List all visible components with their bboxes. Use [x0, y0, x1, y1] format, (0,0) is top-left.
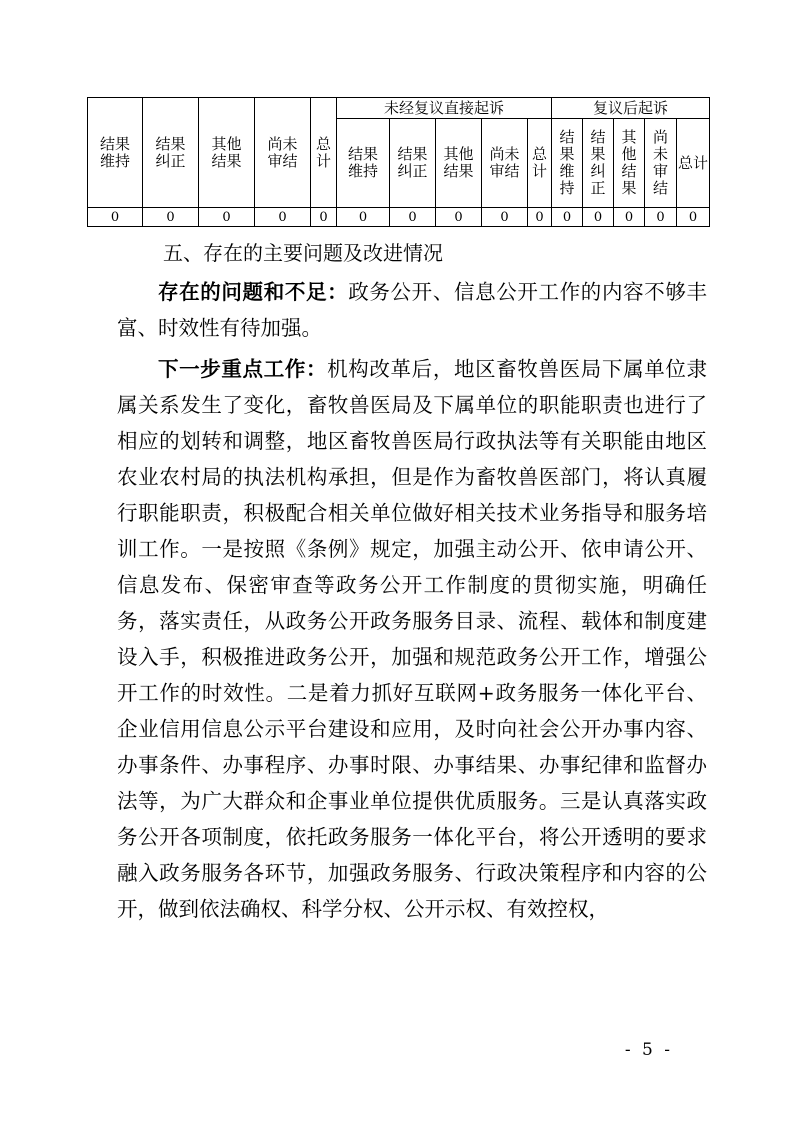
problems-paragraph: [117, 274, 707, 346]
column-header-label: 总计: [316, 134, 332, 170]
column-header: [311, 98, 337, 208]
table-cell: 0: [337, 208, 390, 227]
table-cell: 0: [583, 208, 614, 227]
column-header-label: 总计: [532, 145, 548, 180]
next-steps-text: 机构改革后，地区畜牧兽医局下属单位隶属关系发生了变化，畜牧兽医局及下属单位的职能职责也进行了相应的划转和调整，地区畜牧兽医局行政执法等有关职能由地区农业农村局的执法机构承担，但是作为畜牧兽医部门，将认真履行职能职责，积极配合相关单位做好相关技术业务指导和服务培训工作。一是按照《条例》规定，加强主动公开、依申请公开、信息发布、保密审查等政务公开工作制度的贯彻实施，明确任务，落实责任，从政务公开政务服务目录、流程、载体和制度建设入手，积极推进政务公开，加强和规范政务公开工作，增强公开工作的时效性。二是着力抓好互联网+政务服务一体化平台、企业信用信息公示平台建设和应用，及时向社会公开办事内容、办事条件、办事程序、办事时限、办事结果、办事纪律和监督办法等，为广大群众和企事业单位提供优质服务。三是认真落实政务公开各项制度，依托政务服务一体化平台，将公开透明的要求融入政务服务各环节，加强政务服务、行政决策程序和内容的公开，做到依法确权、科学分权、公开示权、有效控权，: [117, 357, 708, 921]
column-header: [337, 119, 390, 208]
column-header: [143, 98, 199, 208]
column-header: [482, 119, 528, 208]
column-header-label: 结果纠正: [590, 128, 606, 197]
column-header-label: 结果维持: [347, 145, 378, 180]
column-header-label: 尚未审结: [653, 128, 669, 197]
column-header-label: 结果维持: [99, 134, 130, 170]
header-row-groups: [88, 98, 710, 119]
table-cell: 0: [436, 208, 482, 227]
table-cell: 0: [614, 208, 645, 227]
column-header-label: 其他结果: [443, 145, 474, 180]
column-header: [88, 98, 143, 208]
table-cell: 0: [528, 208, 552, 227]
column-header-label: 总计: [677, 153, 708, 172]
column-header-label: 其他结果: [211, 134, 242, 170]
column-header: [645, 119, 677, 208]
table-cell: 0: [143, 208, 199, 227]
litigation-stats-table: [87, 97, 710, 227]
column-header-label: 结果维持: [559, 128, 575, 197]
column-header-label: 其他结果: [621, 128, 637, 197]
next-steps-paragraph: [117, 351, 707, 927]
table-body: [88, 98, 710, 227]
column-header-label: 结果纠正: [397, 145, 428, 180]
table-row: [88, 208, 710, 227]
section-heading: 五、存在的主要问题及改进情况: [163, 241, 443, 265]
problems-lead: 存在的问题和不足：: [158, 280, 349, 304]
group-header-after-review: 复议后起诉: [552, 98, 710, 119]
column-header: [390, 119, 436, 208]
column-header: [677, 119, 710, 208]
column-header-label: 结果纠正: [155, 134, 186, 170]
group-header-direct-litigation: 未经复议直接起诉: [337, 98, 552, 119]
table-cell: 0: [255, 208, 311, 227]
next-steps-lead: 下一步重点工作：: [158, 357, 328, 381]
column-header: [199, 98, 255, 208]
column-header: [583, 119, 614, 208]
table-cell: 0: [390, 208, 436, 227]
column-header: [255, 98, 311, 208]
table-cell: 0: [645, 208, 677, 227]
table-cell: 0: [677, 208, 710, 227]
column-header-label: 尚未审结: [267, 134, 298, 170]
table-cell: 0: [552, 208, 583, 227]
column-header: [614, 119, 645, 208]
column-header-label: 尚未审结: [489, 145, 520, 180]
problems-text: 政务公开、信息公开工作的内容不够丰富、时效性有待加强。: [117, 280, 708, 340]
page-number: - 5 -: [624, 1040, 673, 1060]
table-cell: 0: [199, 208, 255, 227]
column-header: [552, 119, 583, 208]
table-cell: 0: [482, 208, 528, 227]
table-cell: 0: [311, 208, 337, 227]
column-header: [528, 119, 552, 208]
column-header: [436, 119, 482, 208]
table-cell: 0: [88, 208, 143, 227]
